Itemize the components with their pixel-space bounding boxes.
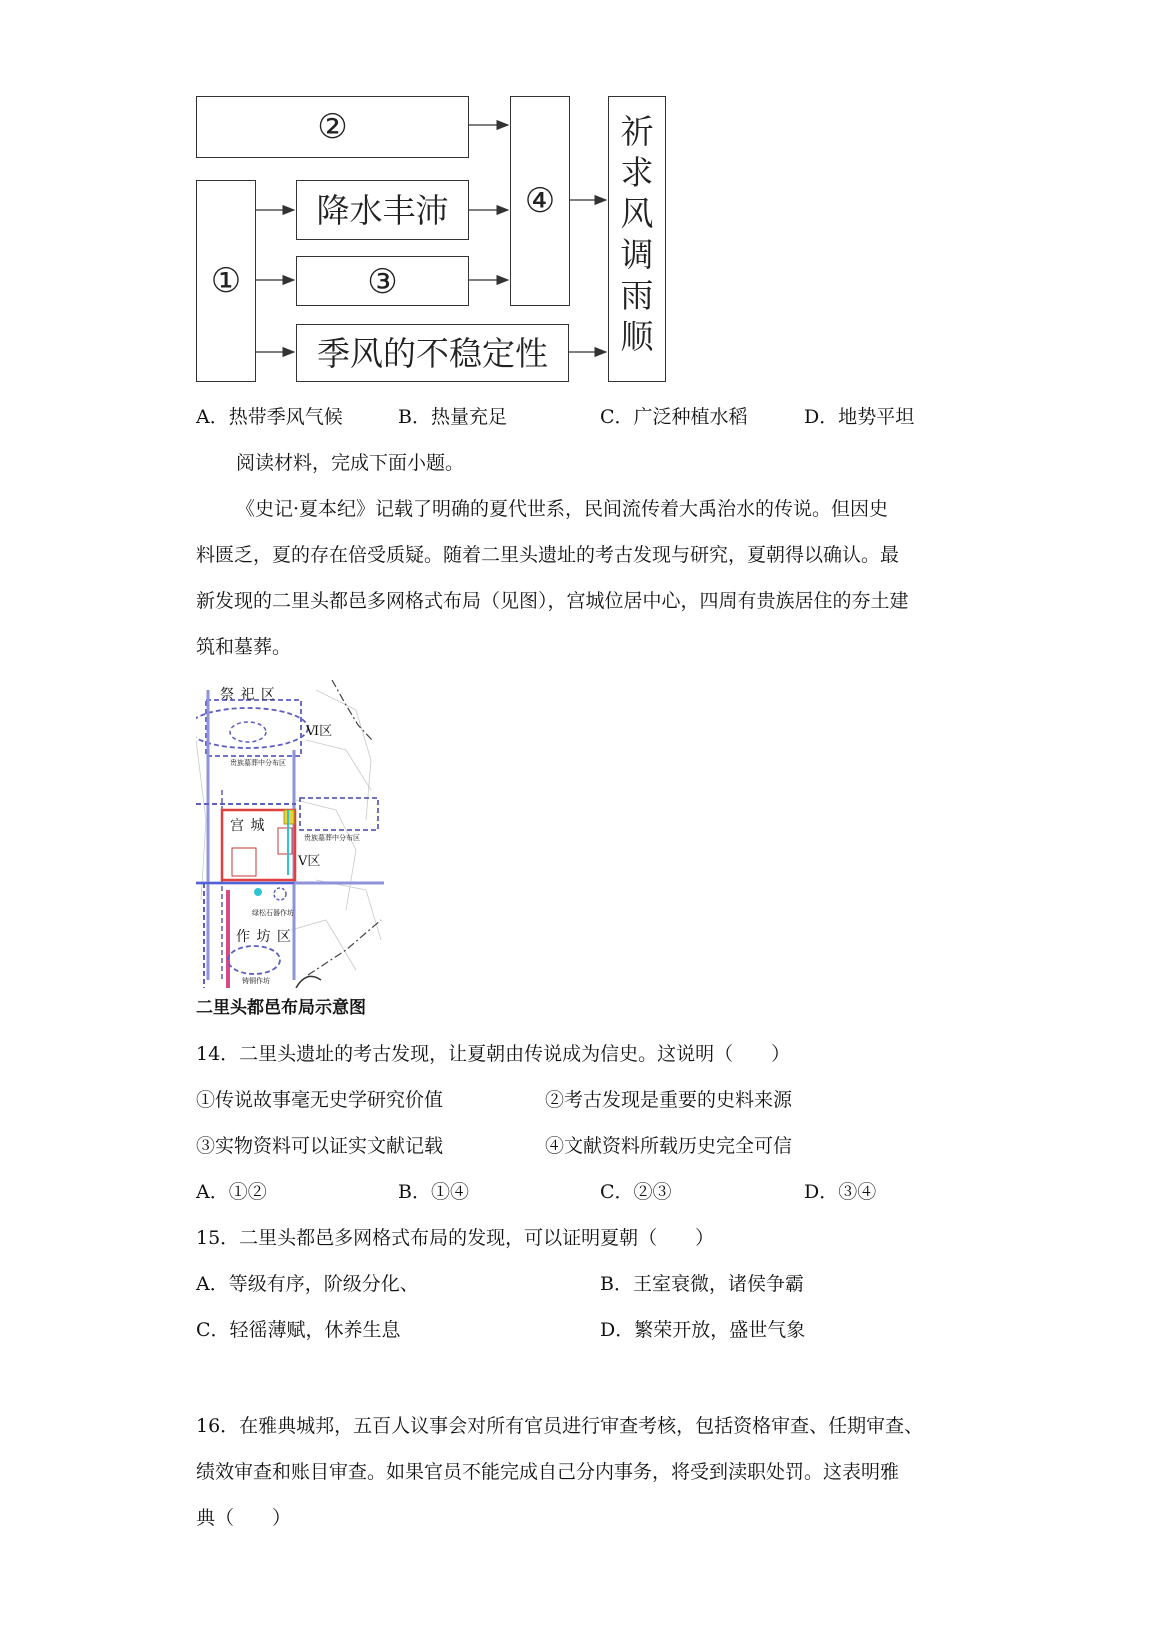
- q14-option-c[interactable]: C．②③: [600, 1181, 672, 1203]
- box-pray-label: [609, 111, 665, 357]
- map-label-zone5: Ⅴ区: [298, 854, 321, 869]
- q15-option-c[interactable]: C．轻徭薄赋，休养生息: [196, 1319, 401, 1341]
- map-label-palace: 宫 城: [230, 818, 266, 834]
- box-2-label: ②: [317, 107, 348, 147]
- map-caption: 二里头都邑布局示意图: [196, 998, 366, 1018]
- pray-char: 风: [620, 194, 654, 233]
- material-line: 料匮乏，夏的存在倍受质疑。随着二里头遗址的考古发现与研究，夏朝得以确认。最: [196, 544, 900, 566]
- instruction: 阅读材料，完成下面小题。: [236, 452, 465, 474]
- box-rain: [296, 180, 469, 240]
- q14-item: ③实物资料可以证实文献记载: [196, 1135, 444, 1157]
- option-b[interactable]: B．热量充足: [398, 406, 507, 428]
- material-line: 筑和墓葬。: [196, 636, 292, 658]
- q15-stem: 15．二里头都邑多网格式布局的发现，可以证明夏朝（ ）: [196, 1227, 715, 1249]
- q16-line: 典（ ）: [196, 1507, 292, 1529]
- option-a[interactable]: A．热带季风气候: [196, 406, 343, 428]
- q16-line: 16．在雅典城邦，五百人议事会对所有官员进行审查考核，包括资格审查、任期审查、: [196, 1415, 924, 1437]
- box-rain-label: 降水丰沛: [316, 191, 449, 230]
- erlitou-map: [196, 680, 384, 988]
- q15-option-d[interactable]: D．繁荣开放，盛世气象: [600, 1319, 806, 1341]
- q15-option-b[interactable]: B．王室衰微，诸侯争霸: [600, 1273, 804, 1295]
- box-4-label: ④: [524, 181, 556, 221]
- pray-char: 调: [620, 235, 654, 274]
- box-4: [510, 96, 570, 306]
- q15-option-a[interactable]: A．等级有序，阶级分化、: [196, 1273, 419, 1295]
- map-label-workshop: 作 坊 区: [236, 929, 292, 945]
- q14-item: ④文献资料所载历史完全可信: [545, 1135, 793, 1157]
- pray-char: 顺: [620, 317, 654, 356]
- diagram-arrows: [0, 0, 1158, 400]
- option-d[interactable]: D．地势平坦: [804, 406, 915, 428]
- pray-char: 求: [620, 153, 654, 192]
- box-3: [296, 256, 469, 306]
- q14-option-a[interactable]: A．①②: [196, 1181, 267, 1203]
- box-3-label: ③: [367, 262, 398, 302]
- pray-char: 祈: [620, 112, 654, 151]
- q14-item: ①传说故事毫无史学研究价值: [196, 1089, 444, 1111]
- box-2: [196, 96, 469, 158]
- map-label-bronze: 铸铜作坊: [242, 977, 270, 985]
- q14-option-b[interactable]: B．①④: [398, 1181, 469, 1203]
- option-c[interactable]: C．广泛种植水稻: [600, 406, 748, 428]
- map-label-zone6: Ⅵ区: [306, 724, 333, 739]
- material-line: 《史记·夏本纪》记载了明确的夏代世系，民间流传着大禹治水的传说。但因史: [236, 498, 889, 520]
- box-monsoon: [296, 324, 569, 382]
- box-1-label: ①: [210, 261, 242, 301]
- q14-item: ②考古发现是重要的史料来源: [545, 1089, 793, 1111]
- q14-stem: 14．二里头遗址的考古发现，让夏朝由传说成为信史。这说明（ ）: [196, 1043, 791, 1065]
- map-label-noble1: 贵族墓葬中分布区: [230, 759, 286, 767]
- map-label-noble2: 贵族墓葬中分布区: [304, 834, 360, 842]
- map-label-sacrifice: 祭 祀 区: [220, 687, 276, 703]
- q16-line: 绩效审查和账目审查。如果官员不能完成自己分内事务，将受到渎职处罚。这表明雅: [196, 1461, 900, 1483]
- box-monsoon-label: 季风的不稳定性: [317, 334, 548, 373]
- material-line: 新发现的二里头都邑多网格式布局（见图），宫城位居中心，四周有贵族居住的夯土建: [196, 590, 909, 612]
- map-label-jade: 绿松石器作坊: [252, 909, 294, 917]
- q14-option-d[interactable]: D．③④: [804, 1181, 877, 1203]
- box-pray: [608, 96, 666, 382]
- pray-char: 雨: [620, 276, 654, 315]
- box-1: [196, 180, 256, 382]
